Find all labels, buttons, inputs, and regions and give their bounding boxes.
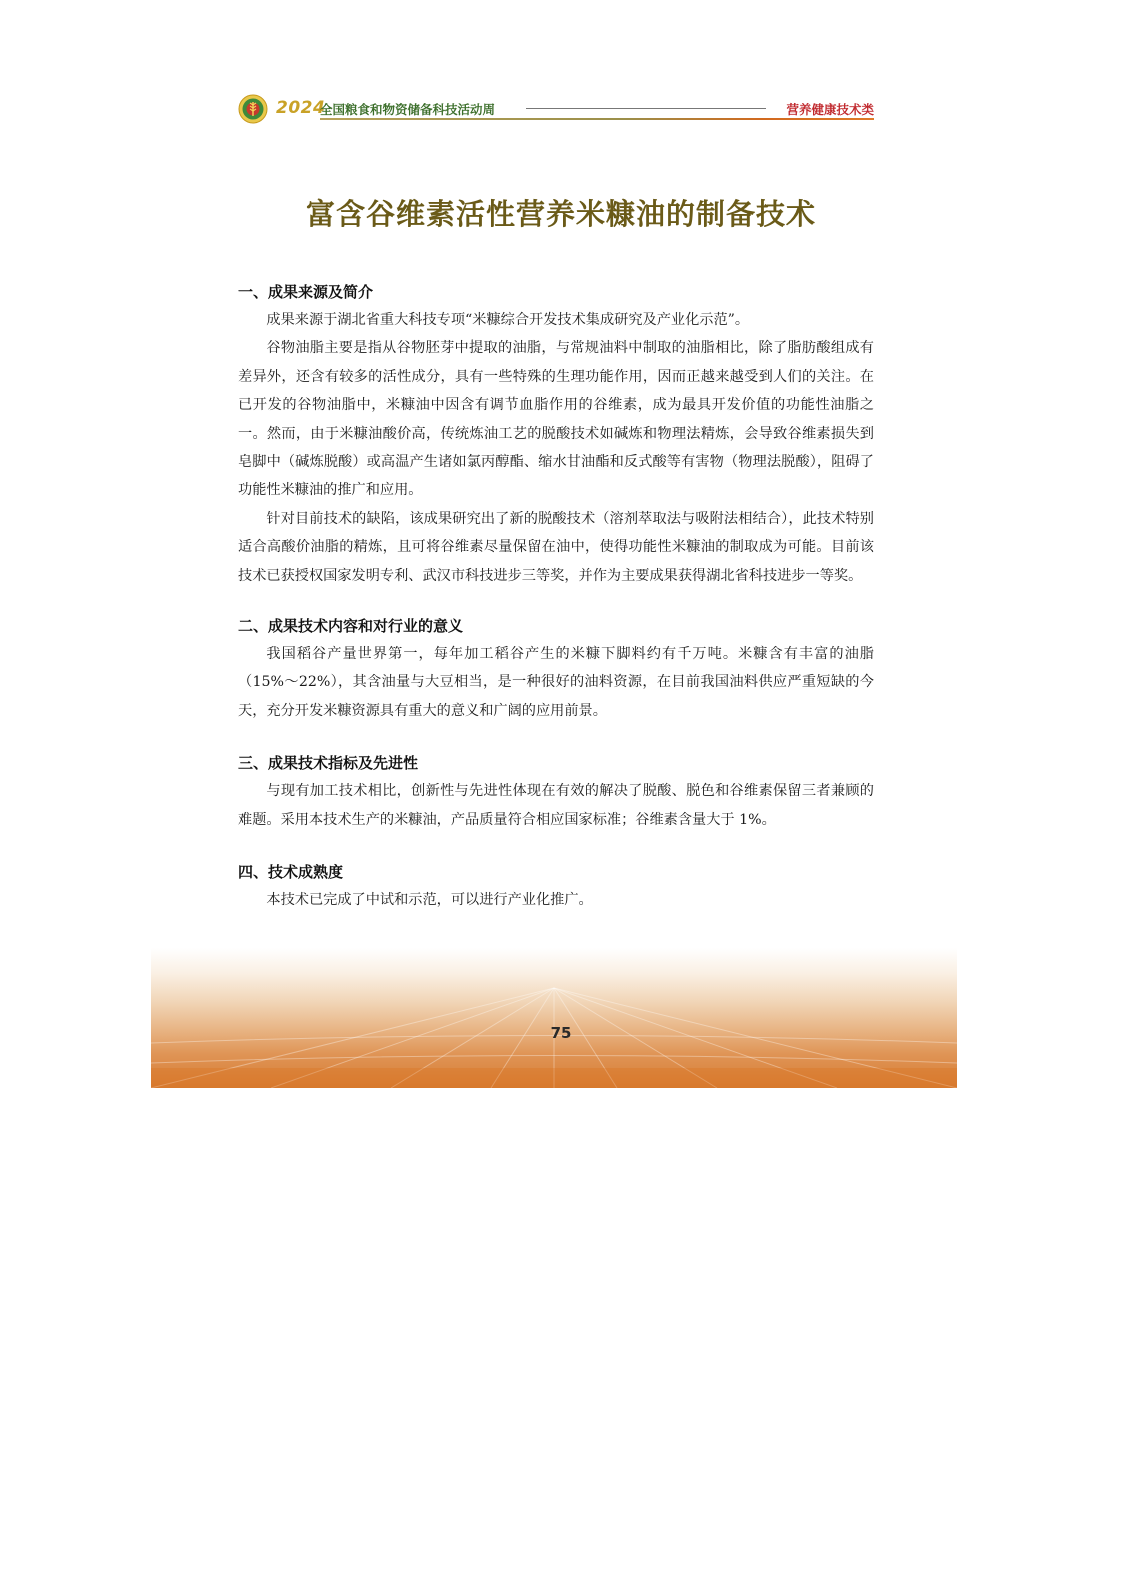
paragraph: 我国稻谷产量世界第一，每年加工稻谷产生的米糠下脚料约有千万吨。米糠含有丰富的油脂（15%～22%），其含油量与大豆相当，是一种很好的油料资源，在目前我国油料供应严重短缺的今天，充分开发米糠资源具有重大的意义和广阔的应用前景。 (238, 646, 874, 719)
header-year: 2024 (276, 98, 326, 118)
section-indicators (238, 749, 874, 834)
wheat-field-decoration (151, 948, 957, 1088)
page-number: 75 (550, 1024, 572, 1042)
header-category: 营养健康技术类 (786, 102, 874, 117)
header-event-title: 全国粮食和物资储备科技活动周 (320, 102, 496, 117)
section-heading: 一、成果来源及简介 (238, 283, 374, 301)
paragraph: 谷物油脂主要是指从谷物胚芽中提取的油脂，与常规油料中制取的油脂相比，除了脂肪酸组成有差异外，还含有较多的活性成分，具有一些特殊的生理功能作用，因而正越来越受到人们的关注。在已开发的谷物油脂中，米糠油中因含有调节血脂作用的谷维素，成为最具开发价值的功能性油脂之一。然而，由于米糠油酸价高，传统炼油工艺的脱酸技术如碱炼和物理法精炼，会导致谷维素损失到皂脚中（碱炼脱酸）或高温产生诸如氯丙醇酯、缩水甘油酯和反式酸等有害物（物理法脱酸），阻碍了功能性米糠油的推广和应用。 (238, 340, 874, 499)
document-title: 富含谷维素活性营养米糠油的制备技术 (305, 197, 816, 231)
section-heading: 二、成果技术内容和对行业的意义 (238, 617, 464, 636)
section-maturity (238, 858, 874, 914)
section-source-intro (238, 278, 874, 590)
footer-wheat-field-band (151, 948, 957, 1088)
section-heading: 三、成果技术指标及先进性 (238, 754, 419, 773)
grain-emblem-icon (238, 94, 268, 124)
section-content-significance (238, 612, 874, 725)
page-header (238, 94, 874, 126)
header-divider (526, 108, 766, 109)
header-underline (320, 118, 874, 120)
paragraph: 与现有加工技术相比，创新性与先进性体现在有效的解决了脱酸、脱色和谷维素保留三者兼顾的难题。采用本技术生产的米糠油，产品质量符合相应国家标准；谷维素含量大于 1%。 (238, 783, 874, 828)
section-heading: 四、技术成熟度 (238, 863, 344, 882)
paragraph: 本技术已完成了中试和示范，可以进行产业化推广。 (266, 892, 593, 909)
paragraph: 针对目前技术的缺陷，该成果研究出了新的脱酸技术（溶剂萃取法与吸附法相结合），此技术特别适合高酸价油脂的精炼，且可将谷维素尽量保留在油中，使得功能性米糠油的制取成为可能。目前该技术已获授权国家发明专利、武汉市科技进步三等奖，并作为主要成果获得湖北省科技进步一等奖。 (238, 510, 874, 584)
paragraph: 成果来源于湖北省重大科技专项“米糠综合开发技术集成研究及产业化示范”。 (266, 312, 750, 328)
document-body (238, 278, 874, 939)
